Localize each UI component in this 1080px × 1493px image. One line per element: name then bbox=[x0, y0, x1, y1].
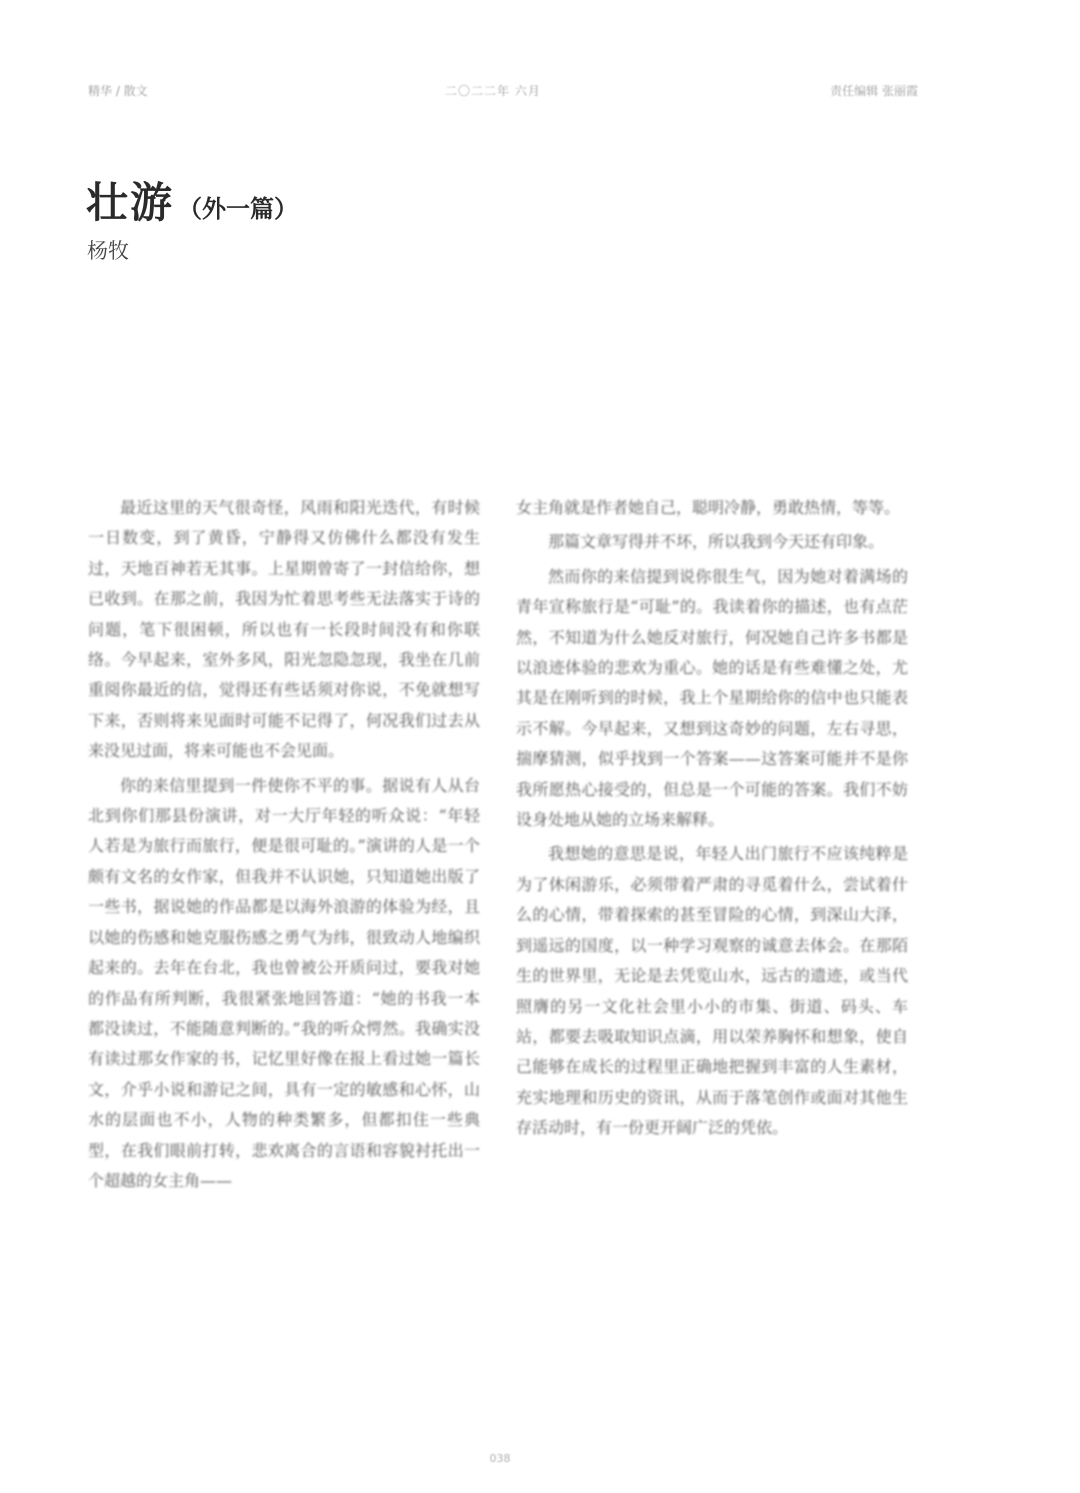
body-column-left bbox=[88, 493, 480, 1373]
header-section: 精华 / 散文 bbox=[88, 84, 148, 98]
article-author: 杨牧 bbox=[87, 239, 129, 263]
body-column-right bbox=[516, 493, 908, 1373]
paragraph: 最近这里的天气很奇怪，风雨和阳光迭代，有时候一日数变，到了黄昏，宁静得又仿佛什么都没有发生过，天地百神若无其事。上星期曾寄了一封信给你，想已收到。在那之前，我因为忙着思考些无法落实于诗的问题，笔下很困顿，所以也有一长段时间没有和你联络。今早起来，室外多风，阳光忽隐忽现，我坐在几前重阅你最近的信，觉得还有些话须对你说，不免就想写下来，否则将来见面时可能不记得了，何况我们过去从来没见过面，将来可能也不会见面。 bbox=[88, 498, 480, 761]
article-title bbox=[86, 170, 298, 230]
paragraph-continued: 女主角就是作者她自己，聪明冷静，勇敢热情，等等。 bbox=[516, 498, 901, 517]
paragraph: 然而你的来信提到说你很生气，因为她对着满场的青年宣称旅行是“可耻”的。我读着你的描述，也有点茫然，不知道为什么她反对旅行，何况她自己许多书都是以浪迹体验的悲欢为重心。她的话是有些难懂之处，尤其是在刚听到的时候，我上个星期给你的信中也只能表示不解。今早起来，又想到这奇妙的问题，左右寻思，揣摩猜测，似乎找到一个答案——这答案可能并不是你我所愿热心接受的，但总是一个可能的答案。我们不妨设身处地从她的立场来解释。 bbox=[516, 566, 908, 830]
header-editor: 责任编辑 张丽霞 bbox=[830, 84, 918, 98]
header-date: 二〇二二年 六月 bbox=[445, 84, 541, 98]
paragraph: 你的来信里提到一件使你不平的事。据说有人从台北到你们那县份演讲，对一大厅年轻的听众说：“年轻人若是为旅行而旅行，便是很可耻的。”演讲的人是一个颇有文名的女作家，但我并不认识她，只知道她出版了一些书，据说她的作品都是以海外浪游的体验为经，且以她的伤感和她克服伤感之勇气为纬，很致动人地编织起来的。去年在台北，我也曾被公开质问过，要我对她的作品有所判断，我很紧张地回答道：“她的书我一本都没读过，不能随意判断的。”我的听众愕然。我确实没有读过那女作家的书，记忆里好像在报上看过她一篇长文，介乎小说和游记之间，具有一定的敏感和心怀，山水的层面也不小，人物的种类繁多，但都扣住一些典型，在我们眼前打转，悲欢离合的言语和容貌衬托出一个超越的女主角—— bbox=[88, 775, 480, 1190]
running-header bbox=[88, 82, 918, 102]
page-number: 038 bbox=[489, 1452, 511, 1465]
title-subtitle: （外一篇） bbox=[178, 194, 299, 223]
paragraph: 我想她的意思是说，年轻人出门旅行不应该纯粹是为了休闲游乐，必须带着严肃的寻觅着什么，尝试着什么的心情，带着探索的甚至冒险的心情，到深山大泽，到遥远的国度，以一种学习观察的诚意去体会。在那陌生的世界里，无论是去凭览山水，远古的遗迹，或当代照膺的另一文化社会里小小的市集、街道、码头、车站，都要去吸取知识点滴，用以荣养胸怀和想象，使自己能够在成长的过程里正确地把握到丰富的人生素材，充实地理和历史的资讯，从而于落笔创作或面对其他生存活动时，有一份更开阔广泛的凭依。 bbox=[516, 844, 908, 1138]
paragraph: 那篇文章写得并不坏，所以我到今天还有印象。 bbox=[548, 532, 885, 552]
title-main: 壮游 bbox=[86, 178, 175, 227]
